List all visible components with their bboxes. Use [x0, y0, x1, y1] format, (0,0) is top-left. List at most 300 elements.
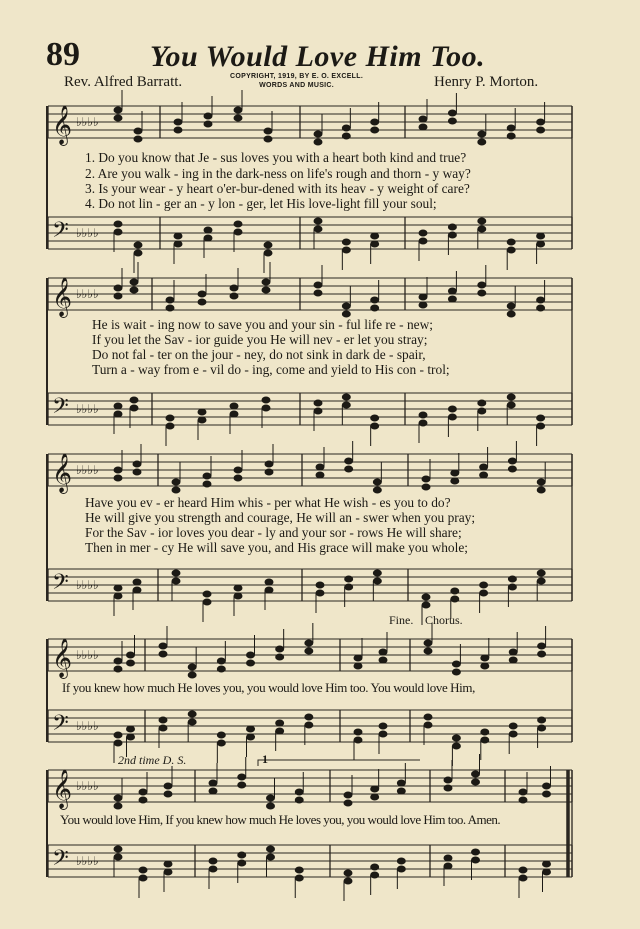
note-head [174, 233, 182, 239]
note-head [371, 872, 379, 878]
note-head [419, 412, 427, 418]
note-head [139, 875, 147, 881]
note-head [424, 722, 432, 728]
note-head [262, 287, 270, 293]
note-head [373, 578, 381, 584]
note-head [265, 587, 273, 593]
note-head [198, 417, 206, 423]
note-head [373, 487, 381, 493]
note-head [519, 789, 527, 795]
note-head [267, 803, 275, 809]
note-head [419, 302, 427, 308]
note-head [342, 394, 350, 400]
verse-line: Turn a - way from e - vil do - ing, come and yield to His con - trol; [92, 362, 450, 377]
note-head [134, 242, 142, 248]
note-head [314, 290, 322, 296]
note-head [114, 107, 122, 113]
verse-line: 4. Do not lin - ger an - y lon - ger, let His love-light fill your soul; [85, 196, 437, 211]
note-head [371, 127, 379, 133]
note-head [265, 469, 273, 475]
note-head [537, 578, 545, 584]
key-signature: ♭♭♭♭ [76, 648, 99, 662]
chorus-line: If you knew how much He loves you, you would love Him too. You would love Him, [62, 680, 475, 695]
note-head [478, 131, 486, 137]
note-head [188, 719, 196, 725]
note-head [114, 221, 122, 227]
hymn-title: You Would Love Him Too. [150, 40, 486, 73]
chorus-label: Chorus. [425, 613, 463, 627]
note-head [114, 411, 122, 417]
note-head [373, 479, 381, 485]
note-head [139, 867, 147, 873]
note-head [276, 646, 284, 652]
note-head [537, 119, 545, 125]
note-head [276, 720, 284, 726]
note-head [314, 408, 322, 414]
note-head [543, 861, 551, 867]
note-head [452, 661, 460, 667]
note-head [537, 241, 545, 247]
chorus-line: You would love Him, If you knew how much He loves you, you would love Him too. Amen. [60, 812, 501, 827]
staff-s3-bass [48, 569, 572, 601]
note-head [371, 233, 379, 239]
note-head [419, 230, 427, 236]
note-head [188, 672, 196, 678]
key-signature: ♭♭♭♭ [76, 287, 99, 301]
note-head [543, 791, 551, 797]
note-head [114, 467, 122, 473]
note-head [419, 420, 427, 426]
note-head [238, 852, 246, 858]
key-signature: ♭♭♭♭ [76, 719, 99, 733]
note-head [230, 293, 238, 299]
note-head [166, 297, 174, 303]
note-head [166, 415, 174, 421]
note-head [379, 731, 387, 737]
key-signature: ♭♭♭♭ [76, 402, 99, 416]
treble-clef: 𝄞 [52, 769, 73, 809]
note-head [444, 863, 452, 869]
note-head [134, 250, 142, 256]
note-head [209, 858, 217, 864]
hymn-number: 89 [46, 36, 80, 73]
note-head [478, 408, 486, 414]
note-head [316, 590, 324, 596]
note-head [159, 651, 167, 657]
note-head [247, 726, 255, 732]
note-head [451, 588, 459, 594]
staff-s5-bass [48, 845, 572, 877]
note-head [234, 475, 242, 481]
note-head [344, 870, 352, 876]
note-head [276, 728, 284, 734]
note-head [451, 596, 459, 602]
treble-clef: 𝄞 [52, 638, 73, 678]
note-head [519, 875, 527, 881]
note-head [238, 860, 246, 866]
note-head [127, 652, 135, 658]
note-head [217, 658, 225, 664]
note-head [509, 723, 517, 729]
note-head [537, 487, 545, 493]
note-head [371, 241, 379, 247]
note-head [204, 113, 212, 119]
note-head [203, 599, 211, 605]
note-head [452, 669, 460, 675]
note-head [444, 777, 452, 783]
note-head [159, 643, 167, 649]
note-head [508, 458, 516, 464]
note-head [507, 394, 515, 400]
note-head [397, 858, 405, 864]
note-head [379, 657, 387, 663]
verse-line: Then in mer - cy He will save you, and His grace will make you whole; [85, 540, 469, 555]
note-head [448, 288, 456, 294]
note-head [314, 282, 322, 288]
note-head [448, 224, 456, 230]
note-head [314, 139, 322, 145]
note-head [114, 854, 122, 860]
note-head [371, 864, 379, 870]
note-head [114, 846, 122, 852]
note-head [424, 648, 432, 654]
note-head [538, 651, 546, 657]
note-head [134, 128, 142, 134]
note-head [478, 400, 486, 406]
note-head [164, 783, 172, 789]
note-head [265, 579, 273, 585]
note-head [204, 227, 212, 233]
verse-line: 3. Is your wear - y heart o'er-bur-dened with its heav - y weight of care? [85, 181, 470, 196]
note-head [478, 282, 486, 288]
note-head [344, 800, 352, 806]
treble-clef: 𝄞 [52, 453, 73, 493]
staff-s3-treble [48, 454, 572, 486]
note-head [209, 788, 217, 794]
verse-line: Do not fal - ter on the jour - ney, do not sink in dark de - spair, [92, 347, 426, 362]
note-head [262, 405, 270, 411]
note-head [537, 479, 545, 485]
note-head [314, 131, 322, 137]
note-head [234, 107, 242, 113]
note-head [354, 663, 362, 669]
note-head [247, 734, 255, 740]
bass-clef: 𝄢 [52, 846, 69, 876]
fine-label: Fine. [389, 613, 414, 627]
note-head [267, 846, 275, 852]
note-head [508, 576, 516, 582]
note-head [342, 239, 350, 245]
note-head [478, 218, 486, 224]
note-head [234, 467, 242, 473]
staff-s5-treble [48, 770, 572, 802]
note-head [448, 232, 456, 238]
note-head [537, 127, 545, 133]
note-head [159, 717, 167, 723]
note-head [114, 115, 122, 121]
note-head [508, 466, 516, 472]
note-head [444, 855, 452, 861]
note-head [130, 405, 138, 411]
note-head [537, 297, 545, 303]
note-head [314, 226, 322, 232]
note-head [130, 397, 138, 403]
note-head [508, 584, 516, 590]
note-head [448, 406, 456, 412]
note-head [419, 124, 427, 130]
note-head [114, 803, 122, 809]
note-head [164, 791, 172, 797]
note-head [114, 795, 122, 801]
note-head [424, 714, 432, 720]
note-head [234, 115, 242, 121]
note-head [127, 734, 135, 740]
note-head [478, 290, 486, 296]
note-head [379, 723, 387, 729]
note-head [164, 869, 172, 875]
note-head [342, 125, 350, 131]
note-head [247, 652, 255, 658]
first-ending-label: 1 [262, 752, 268, 766]
note-head [188, 711, 196, 717]
second-time-label: 2nd time D. S. [118, 753, 187, 767]
note-head [267, 854, 275, 860]
note-head [480, 590, 488, 596]
note-head [507, 133, 515, 139]
staff-s2-treble [48, 278, 572, 310]
note-head [130, 279, 138, 285]
note-head [422, 484, 430, 490]
note-head [480, 472, 488, 478]
note-head [209, 866, 217, 872]
note-head [342, 133, 350, 139]
staff-s1-bass [48, 217, 572, 249]
composer-credit: Henry P. Morton. [434, 74, 539, 90]
staff-s1-treble [48, 106, 572, 138]
note-head [419, 116, 427, 122]
note-head [316, 472, 324, 478]
note-head [342, 247, 350, 253]
note-head [480, 464, 488, 470]
note-head [354, 655, 362, 661]
note-head [537, 570, 545, 576]
note-head [507, 239, 515, 245]
note-head [371, 305, 379, 311]
note-head [344, 792, 352, 798]
note-head [448, 110, 456, 116]
treble-clef: 𝄞 [52, 277, 73, 317]
note-head [188, 664, 196, 670]
author-credit: Rev. Alfred Barratt. [64, 74, 183, 90]
note-head [133, 461, 141, 467]
note-head [234, 229, 242, 235]
note-head [305, 640, 313, 646]
note-head [538, 725, 546, 731]
note-head [230, 285, 238, 291]
note-head [543, 869, 551, 875]
note-head [478, 226, 486, 232]
note-head [419, 238, 427, 244]
note-head [276, 654, 284, 660]
note-head [114, 285, 122, 291]
verse-line: He will give you strength and courage, He will an - swer when you pray; [85, 510, 476, 525]
note-head [230, 403, 238, 409]
note-head [507, 402, 515, 408]
note-head [345, 576, 353, 582]
note-head [419, 294, 427, 300]
note-head [166, 423, 174, 429]
note-head [305, 648, 313, 654]
note-head [209, 780, 217, 786]
note-head [472, 849, 480, 855]
note-head [480, 582, 488, 588]
note-head [481, 729, 489, 735]
key-signature: ♭♭♭♭ [76, 463, 99, 477]
note-head [262, 397, 270, 403]
note-head [264, 242, 272, 248]
note-head [519, 867, 527, 873]
note-head [354, 729, 362, 735]
note-head [114, 658, 122, 664]
note-head [422, 602, 430, 608]
bass-clef: 𝄢 [52, 711, 69, 741]
note-head [172, 487, 180, 493]
note-head [397, 780, 405, 786]
first-ending-bracket [258, 760, 420, 766]
verse-line: 2. Are you walk - ing in the dark-ness on life's rough and thorn - y way? [85, 166, 471, 181]
note-head [314, 218, 322, 224]
note-head [481, 663, 489, 669]
note-head [174, 127, 182, 133]
note-head [217, 740, 225, 746]
note-head [174, 241, 182, 247]
note-head [133, 587, 141, 593]
note-head [537, 233, 545, 239]
note-head [217, 732, 225, 738]
note-head [472, 857, 480, 863]
note-head [472, 771, 480, 777]
verse-line: If you let the Sav - ior guide you He will nev - er let you stray; [92, 332, 428, 347]
staff-s2-bass [48, 393, 572, 425]
note-head [538, 717, 546, 723]
note-head [397, 866, 405, 872]
note-head [172, 578, 180, 584]
note-head [267, 795, 275, 801]
note-head [371, 794, 379, 800]
note-head [379, 649, 387, 655]
note-head [507, 311, 515, 317]
bass-clef: 𝄢 [52, 394, 69, 424]
note-head [507, 303, 515, 309]
note-head [342, 303, 350, 309]
note-head [114, 229, 122, 235]
note-head [198, 291, 206, 297]
note-head [234, 593, 242, 599]
note-head [371, 119, 379, 125]
note-head [451, 478, 459, 484]
note-head [295, 875, 303, 881]
note-head [316, 464, 324, 470]
note-head [509, 731, 517, 737]
note-head [316, 582, 324, 588]
note-head [127, 660, 135, 666]
copyright-line2: WORDS AND MUSIC. [259, 82, 335, 89]
note-head [371, 415, 379, 421]
note-head [354, 737, 362, 743]
verse-line: He is wait - ing now to save you and your sin - ful life re - new; [92, 317, 434, 332]
note-head [264, 136, 272, 142]
key-signature: ♭♭♭♭ [76, 226, 99, 240]
treble-clef: 𝄞 [52, 105, 73, 145]
note-head [264, 250, 272, 256]
note-head [133, 469, 141, 475]
note-head [371, 297, 379, 303]
note-head [230, 411, 238, 417]
note-head [114, 732, 122, 738]
note-head [114, 293, 122, 299]
key-signature: ♭♭♭♭ [76, 115, 99, 129]
note-head [451, 470, 459, 476]
note-head [204, 121, 212, 127]
note-head [452, 743, 460, 749]
note-head [305, 714, 313, 720]
note-head [422, 476, 430, 482]
note-head [247, 660, 255, 666]
note-head [422, 594, 430, 600]
verse-line: 1. Do you know that Je - sus loves you with a heart both kind and true? [85, 150, 467, 165]
note-head [444, 785, 452, 791]
bass-clef: 𝄢 [52, 570, 69, 600]
note-head [538, 643, 546, 649]
note-head [371, 786, 379, 792]
note-head [537, 415, 545, 421]
note-head [452, 735, 460, 741]
note-head [481, 655, 489, 661]
note-head [448, 296, 456, 302]
note-head [344, 878, 352, 884]
note-head [295, 797, 303, 803]
note-head [481, 737, 489, 743]
verse-line: For the Sav - ior loves you dear - ly and your sor - rows He will share; [85, 525, 462, 540]
note-head [537, 423, 545, 429]
note-head [519, 797, 527, 803]
key-signature: ♭♭♭♭ [76, 779, 99, 793]
note-head [203, 591, 211, 597]
note-head [114, 666, 122, 672]
note-head [472, 779, 480, 785]
note-head [133, 579, 141, 585]
verse-line: Have you ev - er heard Him whis - per what He wish - es you to do? [85, 495, 451, 510]
note-head [238, 774, 246, 780]
note-head [130, 287, 138, 293]
note-head [114, 403, 122, 409]
note-head [127, 726, 135, 732]
note-head [114, 475, 122, 481]
note-head [262, 279, 270, 285]
note-head [114, 585, 122, 591]
bass-clef: 𝄢 [52, 218, 69, 248]
note-head [159, 725, 167, 731]
note-head [203, 481, 211, 487]
note-head [139, 797, 147, 803]
copyright-notice [230, 72, 363, 90]
note-head [114, 593, 122, 599]
note-head [342, 402, 350, 408]
note-head [264, 128, 272, 134]
note-head [174, 119, 182, 125]
note-head [537, 305, 545, 311]
note-head [198, 409, 206, 415]
